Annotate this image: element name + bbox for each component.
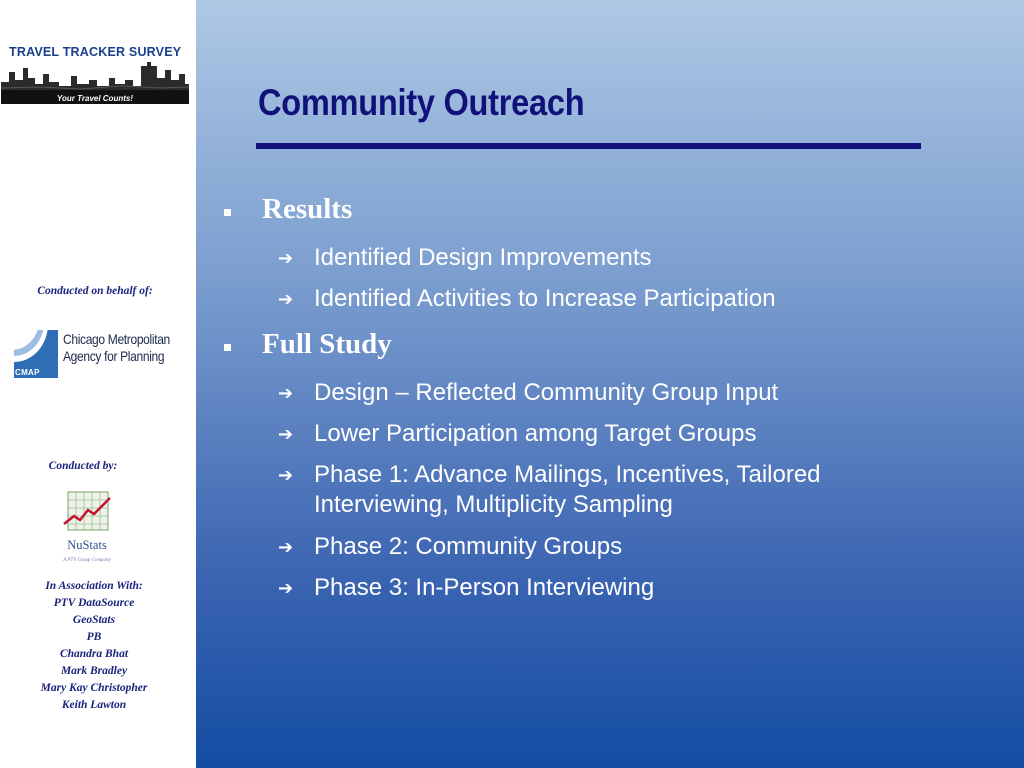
arrow-bullet-icon: ➔ [278, 424, 294, 445]
arrow-bullet-icon: ➔ [278, 465, 294, 486]
arrow-bullet-icon: ➔ [278, 578, 294, 599]
association-partner: Keith Lawton [61, 699, 127, 711]
travel-tracker-logo-tagline: Your Travel Counts! [56, 94, 133, 103]
nustats-subtitle: A PTV Group Company [63, 558, 111, 563]
arrow-bullet-icon: ➔ [278, 289, 294, 310]
association-partner: PB [86, 631, 102, 643]
association-partner: Mary Kay Christopher [40, 682, 148, 694]
association-partner: Chandra Bhat [59, 648, 129, 660]
association-partner: PTV DataSource [53, 597, 135, 609]
association-partner: Mark Bradley [60, 665, 128, 677]
arrow-bullet-icon: ➔ [278, 383, 294, 404]
nustats-chart-icon [62, 490, 114, 534]
nustats-name: NuStats [67, 538, 107, 552]
nustats-logo [58, 490, 118, 570]
conducted-on-behalf-label: Conducted on behalf of: [37, 285, 153, 297]
cmap-agency-name [63, 331, 170, 365]
arrow-bullet-icon: ➔ [278, 537, 294, 558]
cmap-abbr: CMAP [15, 368, 40, 377]
square-bullet-icon [224, 344, 231, 351]
cmap-name-line2: Agency for Planning [63, 348, 165, 364]
cmap-mark-icon [14, 330, 58, 378]
title-underline [256, 143, 921, 149]
square-bullet-icon [224, 209, 231, 216]
travel-tracker-survey-logo [1, 42, 189, 104]
slide-content: Community Outreach Results ➔ Identified Design Improvements ➔ Identified Activities to Increase Participation Full Study ➔ Design – Reflected Community Group Input ➔ Lower Participation among Target Groups ➔ Phase 1: Advance Mailings, Incentives, Tailored Interviewing, Multiplicity Sampling ➔ Phase 2: Community Groups ➔ Phase 3: In-Person Interviewing [196, 0, 1024, 768]
cmap-logo [14, 330, 188, 380]
association-partner: GeoStats [72, 614, 116, 626]
arrow-bullet-icon: ➔ [278, 248, 294, 269]
conducted-by-label: Conducted by: [48, 460, 118, 472]
travel-tracker-logo-title: TRAVEL TRACKER SURVEY [9, 45, 182, 59]
sidebar [0, 0, 196, 768]
cmap-name-line1: Chicago Metropolitan [63, 331, 170, 347]
association-list [0, 578, 188, 714]
association-label: In Association With: [45, 580, 143, 592]
slide-title: Community Outreach [258, 82, 585, 123]
